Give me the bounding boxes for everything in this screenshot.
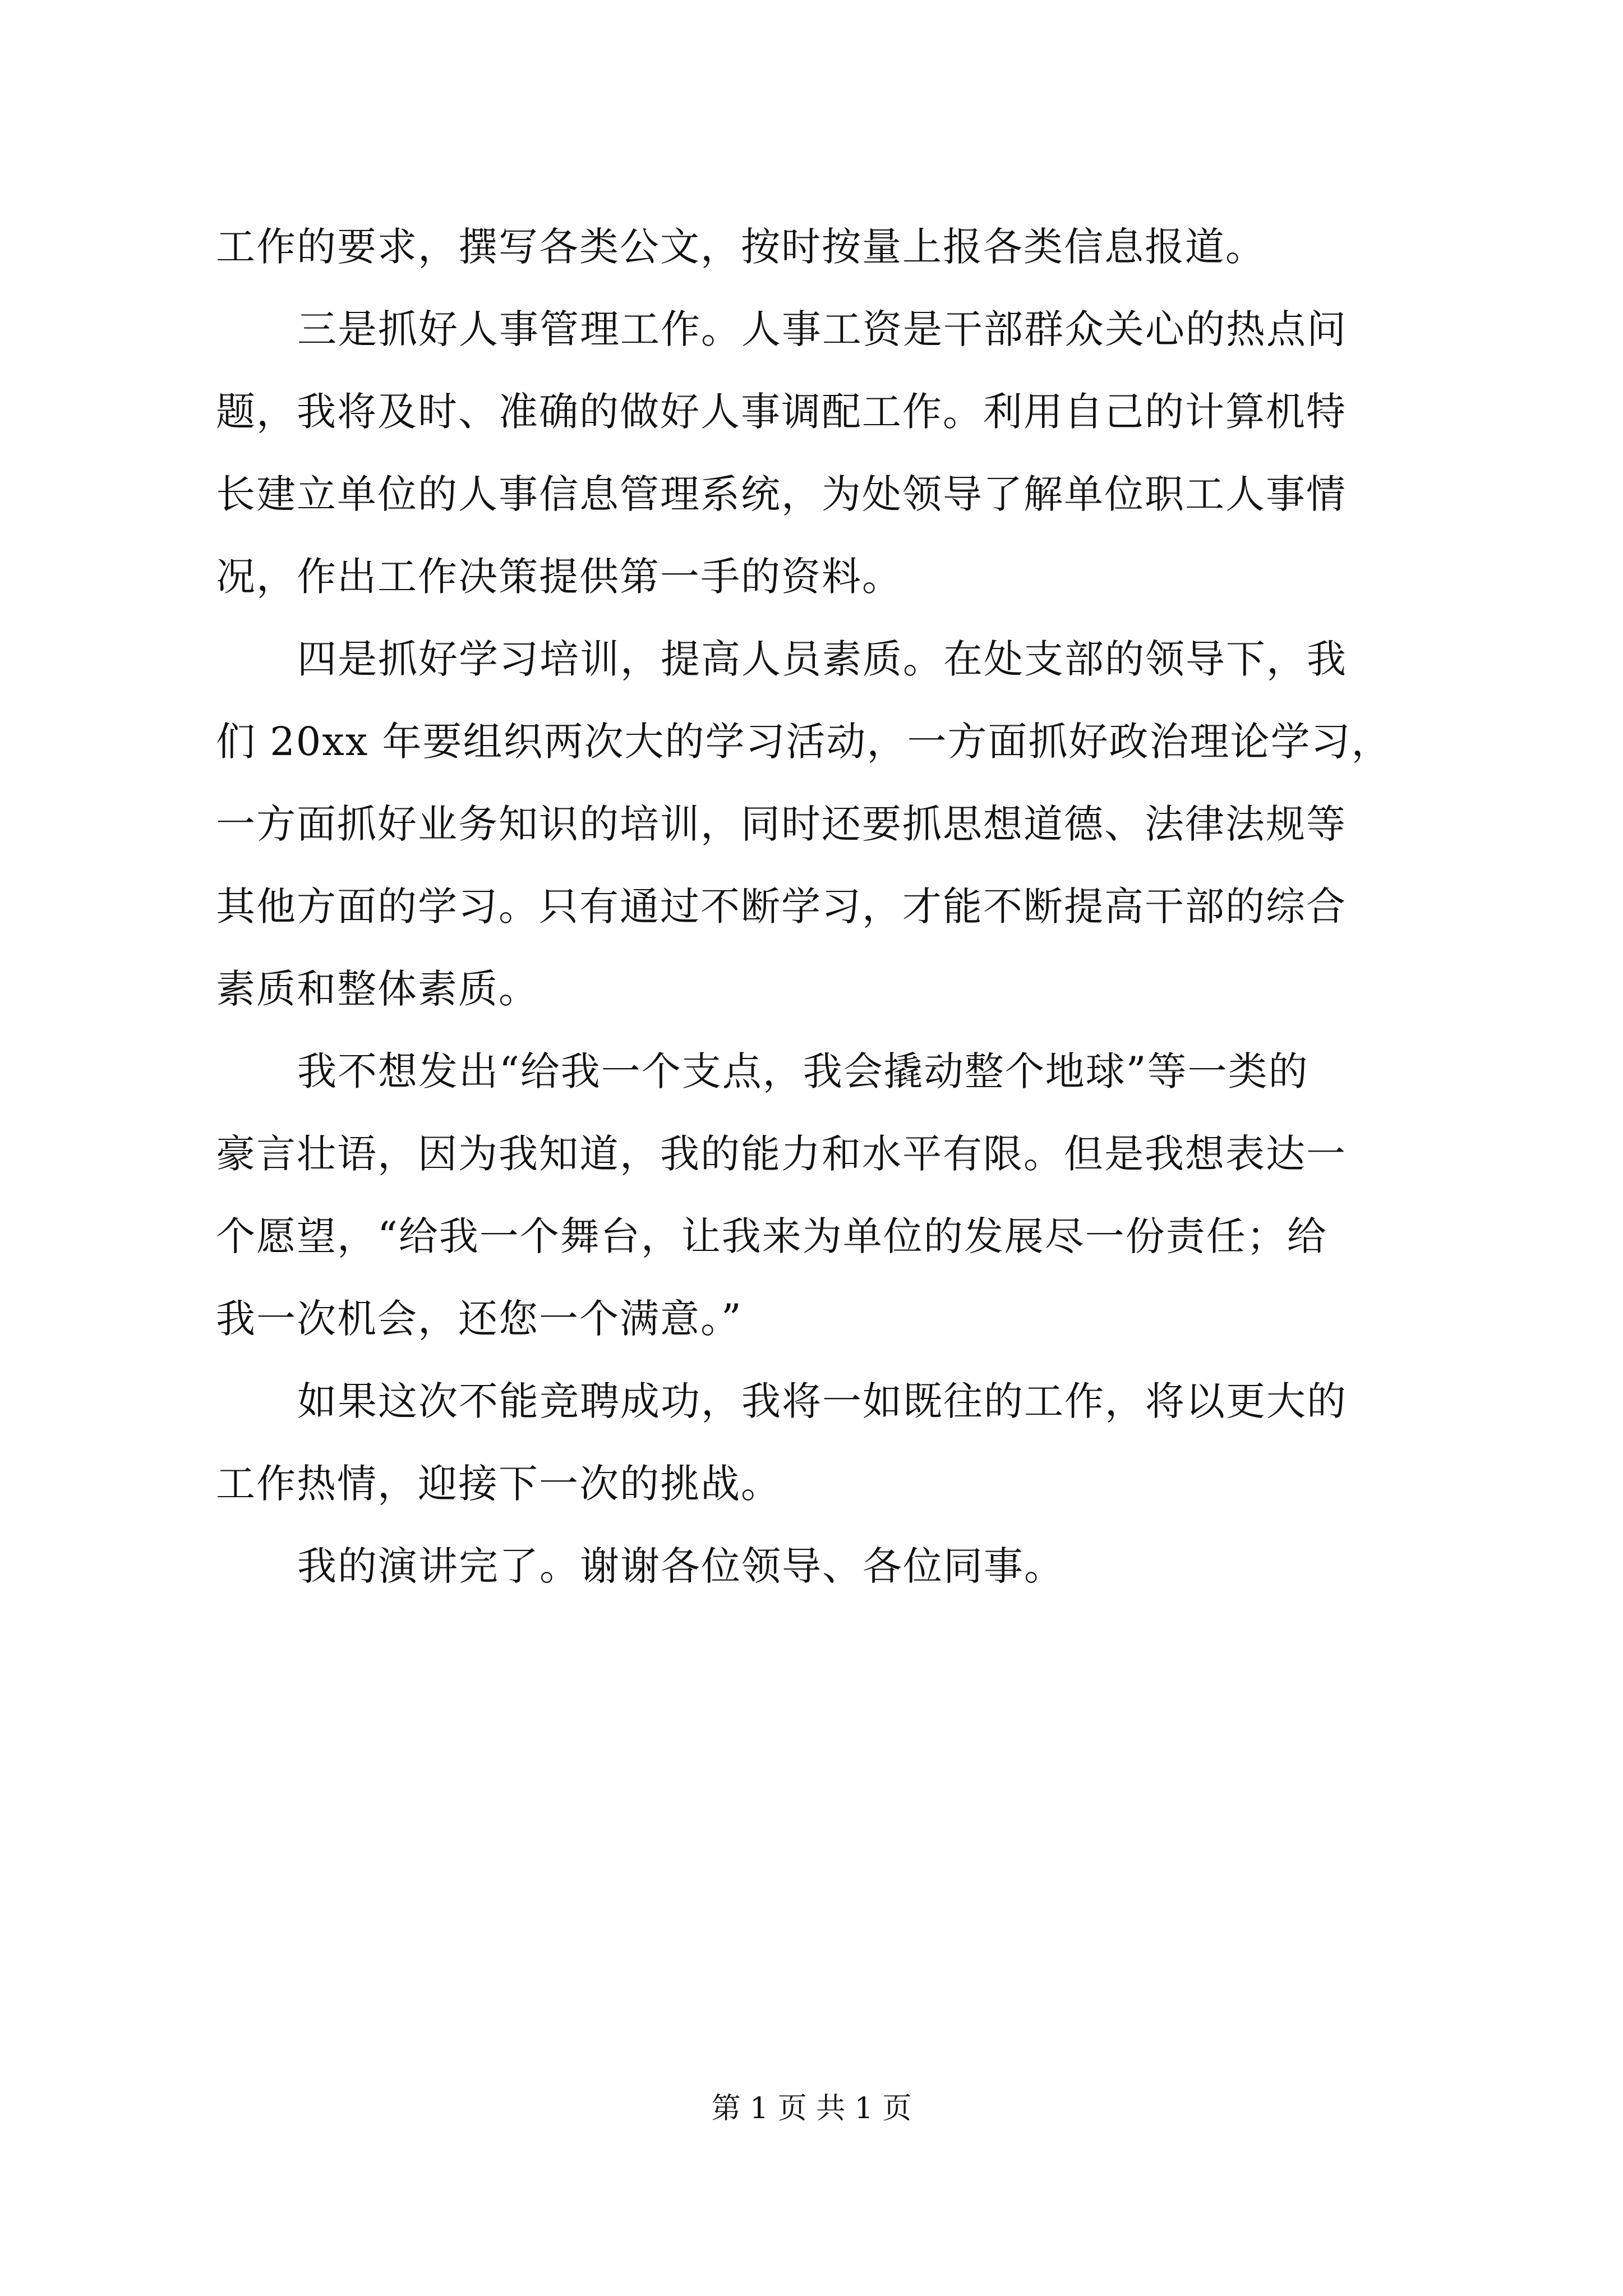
- text-line: 题，我将及时、准确的做好人事调配工作。利用自己的计算机特: [216, 389, 1347, 435]
- text-line: 其他方面的学习。只有通过不断学习，才能不断提高干部的综合: [216, 884, 1347, 930]
- page-number-footer: 第 1 页 共 1 页: [711, 2092, 912, 2125]
- text-line: 工作热情，迎接下一次的挑战。: [216, 1461, 781, 1507]
- text-line: 们 20xx 年要组织两次大的学习活动，一方面抓好政治理论学习，: [216, 719, 1392, 765]
- text-line: 一方面抓好业务知识的培训，同时还要抓思想道德、法律法规等: [216, 801, 1347, 847]
- text-line: 工作的要求，撰写各类公文，按时按量上报各类信息报道。: [216, 224, 1266, 270]
- text-line: 豪言壮语，因为我知道，我的能力和水平有限。但是我想表达一: [216, 1131, 1347, 1177]
- text-line: 四是抓好学习培训，提高人员素质。在处支部的领导下，我: [297, 636, 1347, 682]
- text-line: 三是抓好人事管理工作。人事工资是干部群众关心的热点问: [297, 306, 1347, 352]
- text-line: 况，作出工作决策提供第一手的资料。: [216, 554, 902, 600]
- text-line: 个愿望，“给我一个舞台，让我来为单位的发展尽一份责任；给: [216, 1213, 1327, 1259]
- text-line: 我不想发出“给我一个支点，我会撬动整个地球”等一类的: [297, 1048, 1309, 1094]
- text-line: 长建立单位的人事信息管理系统，为处领导了解单位职工人事情: [216, 471, 1347, 517]
- text-line: 我的演讲完了。谢谢各位领导、各位同事。: [297, 1543, 1064, 1589]
- text-line: 我一次机会，还您一个满意。”: [216, 1296, 743, 1342]
- text-line: 素质和整体素质。: [216, 966, 539, 1012]
- text-line: 如果这次不能竞聘成功，我将一如既往的工作，将以更大的: [297, 1378, 1347, 1424]
